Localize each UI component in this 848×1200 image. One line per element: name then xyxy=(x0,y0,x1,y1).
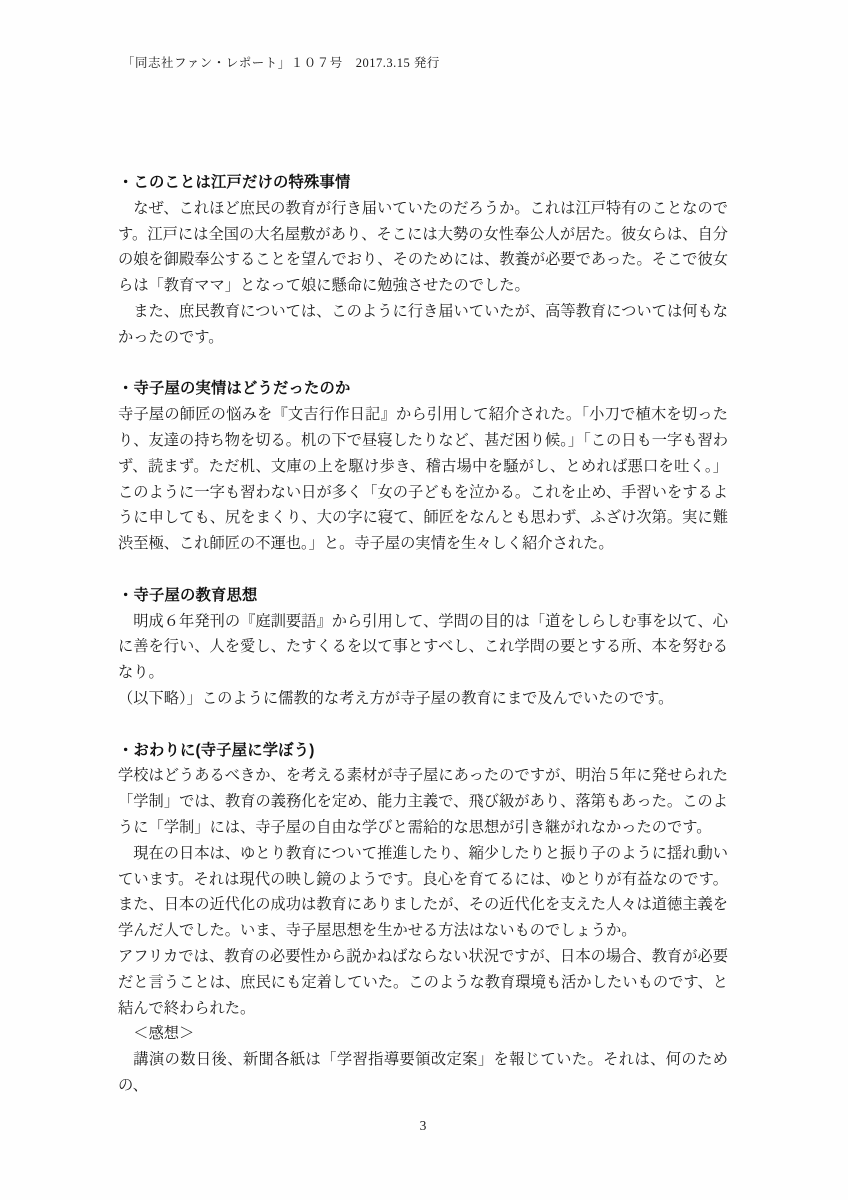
section-heading: ・このことは江戸だけの特殊事情 xyxy=(118,174,351,191)
section-terakoya-shiso xyxy=(118,583,728,712)
section-heading: ・寺子屋の教育思想 xyxy=(118,586,258,604)
section-edo-special xyxy=(118,170,728,351)
section-heading: ・寺子屋の実情はどうだったのか xyxy=(118,380,351,398)
body-paragraph: 学校はどうあるべきか、を考える素材が寺子屋にあったのですが、明治５年に発せられた「学制」では、教育の義務化を定め、能力主義で、飛び級があり、落第もあった。このように「学制」には、寺子屋の自由な学びと需給的な思想が引き継がれなかったのです。 xyxy=(118,767,728,836)
doc-header: 「同志社ファン・レポート」１０７号 2017.3.15 発行 xyxy=(122,56,440,70)
kanso-label: ＜感想＞ xyxy=(133,1025,195,1043)
body-paragraph: 講演の数日後、新聞各紙は「学習指導要領改定案」を報じていた。それは、何のための、 xyxy=(118,1051,728,1094)
section-terakoya-jitsujo xyxy=(118,376,728,557)
section-owarini xyxy=(118,738,728,1099)
body-paragraph: 寺子屋の師匠の悩みを『文吉行作日記』から引用して紹介された。「小刀で植木を切ったり、友達の持ち物を切る。机の下で昼寝したりなど、甚だ困り候。」「この日も一字も習わず、読まず。ただ机、文庫の上を駆け歩き、稽古場中を騒がし、とめれば悪口を吐く。」このように一字も習わない日が多く「女の子どもを泣かる。これを止め、手習いをするように申しても、尻をまくり、大の字に寝て、師匠をなんとも思わず、ふざけ次第。実に難渋至極、これ師匠の不運也。」と。寺子屋の実情を生々しく紹介された。 xyxy=(118,406,728,553)
body-paragraph: アフリカでは、教育の必要性から説かねばならない状況ですが、日本の場合、教育が必要だと言うことは、庶民にも定着していた。このような教育環境も活かしたいものです、と結んで終わられた。 xyxy=(118,947,728,1017)
document-body xyxy=(0,170,848,1099)
body-paragraph: （以下略）」このように儒教的な考え方が寺子屋の教育にまで及んでいたのです。 xyxy=(118,689,674,707)
body-paragraph: 明成６年発刊の『庭訓要語』から引用して、学問の目的は「道をしらしむ事を以て、心に善を行い、人を愛し、たすくるを以て事とすべし、これ学問の要とする所、本を努むるなり。 xyxy=(118,612,728,682)
body-paragraph: 現在の日本は、ゆとり教育について推進したり、縮少したりと振り子のように揺れ動いています。それは現代の映し鏡のようです。良心を育てるには、ゆとりが有益なのです。また、日本の近代化の成功は教育にありましたが、その近代化を支えた人々は道徳主義を学んだ人でした。いま、寺子屋思想を生かせる方法はないものでしょうか。 xyxy=(118,844,728,940)
body-paragraph: また、庶民教育については、このように行き届いていたが、高等教育については何もなかったのです。 xyxy=(118,302,728,346)
page-number: 3 xyxy=(419,1117,427,1133)
body-paragraph: なぜ、これほど庶民の教育が行き届いていたのだろうか。これは江戸特有のことなのです。江戸には全国の大名屋敷があり、そこには大勢の女性奉公人が居た。彼女らは、自分の娘を御殿奉公することを望んでおり、そのためには、教養が必要であった。そこで彼女らは「教育ママ」となって娘に懸命に勉強させたのでした。 xyxy=(118,199,728,295)
section-heading: ・おわりに(寺子屋に学ぼう) xyxy=(118,741,315,759)
